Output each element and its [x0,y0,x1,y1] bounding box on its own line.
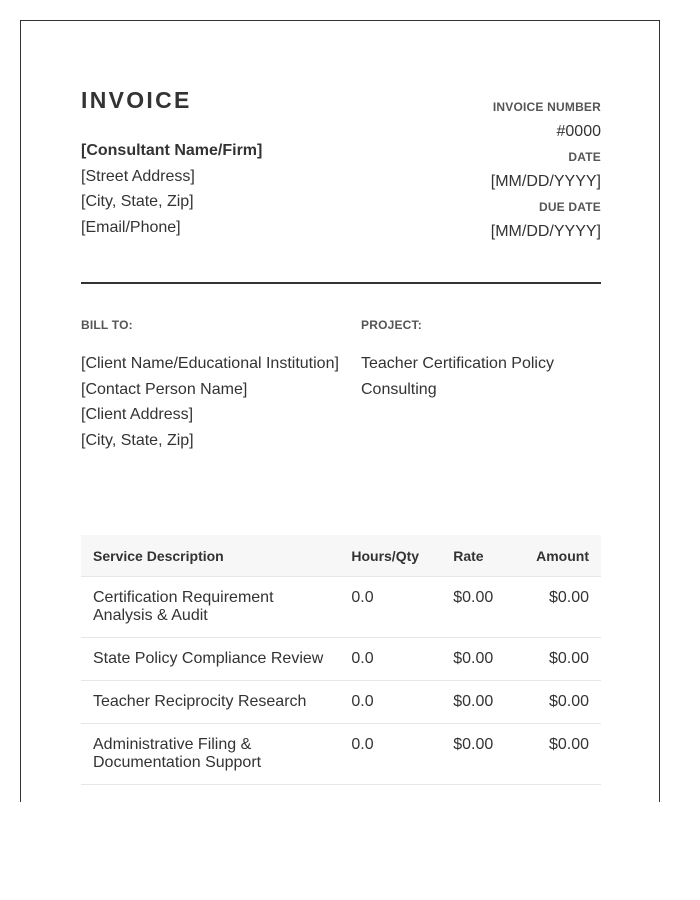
invoice-date-label: DATE [568,150,601,164]
invoice-date-value: [MM/DD/YYYY] [490,173,601,190]
due-date-value: [MM/DD/YYYY] [490,223,601,240]
table-header-row [81,535,601,577]
row-rate: $0.00 [441,577,521,638]
table-row [81,638,601,681]
consultant-address-block [81,138,262,240]
invoice-number-value: #0000 [556,123,601,140]
row-description: State Policy Compliance Review [81,638,339,681]
row-description: Administrative Filing & Documentation Support [81,724,339,785]
project-value: Teacher Certification Policy Consulting [361,355,554,398]
row-amount: $0.00 [521,681,601,724]
consultant-contact: [Email/Phone] [81,218,181,236]
header-rate: Rate [441,535,521,577]
consultant-street: [Street Address] [81,167,195,185]
row-description: Certification Requirement Analysis & Audit [81,577,339,638]
header-hours-qty: Hours/Qty [339,535,441,577]
project-label: PROJECT: [361,318,422,332]
project-section [361,317,601,402]
invoice-meta [491,99,601,249]
row-hours: 0.0 [339,724,441,785]
bill-to-label: BILL TO: [81,318,133,332]
bill-to-section [81,317,341,453]
row-hours: 0.0 [339,638,441,681]
row-rate: $0.00 [441,724,521,785]
table-row [81,577,601,638]
bill-to-city: [City, State, Zip] [81,431,194,449]
row-amount: $0.00 [521,638,601,681]
table-row [81,724,601,785]
row-hours: 0.0 [339,681,441,724]
invoice-number-label: INVOICE NUMBER [492,100,601,114]
invoice-title: INVOICE [81,87,192,113]
row-amount: $0.00 [521,577,601,638]
bill-to-address: [Client Address] [81,406,194,423]
row-rate: $0.00 [441,681,521,724]
services-table [81,535,601,785]
row-hours: 0.0 [339,577,441,638]
due-date-label: DUE DATE [538,200,601,214]
bill-to-client-name: [Client Name/Educational Institution] [81,355,339,372]
bill-to-contact-person: [Contact Person Name] [81,380,248,398]
header-service-description: Service Description [81,535,339,577]
row-description: Teacher Reciprocity Research [81,681,339,724]
header-divider [81,282,601,284]
header-amount: Amount [521,535,601,577]
consultant-name: [Consultant Name/Firm] [81,142,263,159]
bill-to-lines [81,351,341,453]
table-row [81,681,601,724]
invoice-page [20,20,660,802]
row-rate: $0.00 [441,638,521,681]
consultant-city: [City, State, Zip] [81,193,194,210]
row-amount: $0.00 [521,724,601,785]
